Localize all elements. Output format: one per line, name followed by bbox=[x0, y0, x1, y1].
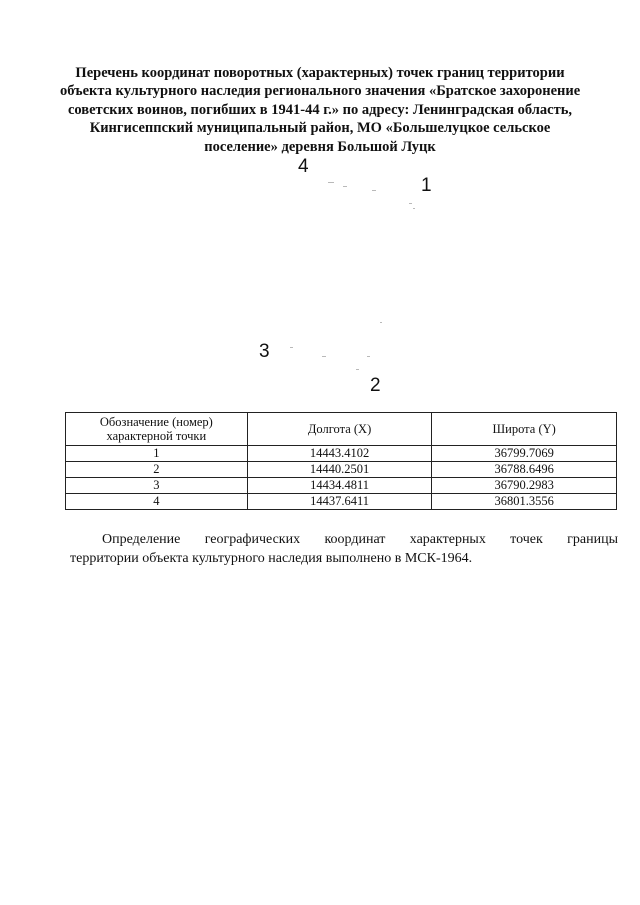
note-word: Определение bbox=[102, 532, 181, 547]
boundary-trace bbox=[322, 356, 326, 357]
title-line: Кингисеппский муниципальный район, МО «Большелуцкое сельское bbox=[89, 120, 551, 137]
point-label-4: 4 bbox=[298, 156, 309, 177]
note-word: точек bbox=[510, 532, 543, 547]
title-line: Перечень координат поворотных (характерных) точек границ территории bbox=[75, 65, 565, 81]
cell-point: 4 bbox=[66, 494, 248, 510]
cell-x: 14437.6411 bbox=[247, 494, 432, 510]
boundary-trace bbox=[372, 190, 376, 191]
point-label-3: 3 bbox=[259, 341, 270, 362]
cell-point: 1 bbox=[66, 446, 248, 462]
boundary-trace bbox=[367, 356, 370, 357]
boundary-trace bbox=[380, 322, 382, 323]
coordinates-table bbox=[65, 412, 617, 510]
cell-y: 36788.6496 bbox=[432, 462, 617, 478]
cell-x: 14434.4811 bbox=[247, 478, 432, 494]
note-word: координат bbox=[324, 532, 386, 547]
header-designation: Обозначение (номер) характерной точки bbox=[66, 413, 248, 446]
note-line-2: территории объекта культурного наследия выполнено в МСК-1964. bbox=[70, 551, 473, 566]
title-line: поселение» деревня Большой Луцк bbox=[204, 138, 436, 155]
header-latitude: Широта (Y) bbox=[432, 413, 617, 446]
boundary-trace bbox=[343, 186, 347, 187]
table-header-row bbox=[66, 413, 617, 446]
cell-y: 36801.3556 bbox=[432, 494, 617, 510]
title-line: советских воинов, погибших в 1941-44 г.» по адресу: Ленинградская область, bbox=[67, 101, 573, 118]
note-word: географических bbox=[204, 532, 301, 547]
boundary-trace bbox=[356, 369, 359, 370]
boundary-trace bbox=[290, 347, 293, 348]
point-label-2: 2 bbox=[370, 375, 381, 396]
cell-point: 3 bbox=[66, 478, 248, 494]
coordinate-system-note bbox=[70, 530, 618, 568]
cell-x: 14443.4102 bbox=[247, 446, 432, 462]
table-row bbox=[66, 446, 617, 462]
table-row bbox=[66, 478, 617, 494]
title-line: объекта культурного наследия регионального значения «Братское захоронение bbox=[60, 83, 581, 100]
table-row bbox=[66, 494, 617, 510]
note-line-1 bbox=[70, 530, 618, 549]
point-label-1: 1 bbox=[421, 175, 432, 196]
cell-x: 14440.2501 bbox=[247, 462, 432, 478]
table-row bbox=[66, 462, 617, 478]
header-longitude: Долгота (X) bbox=[247, 413, 432, 446]
note-word: характерных bbox=[409, 532, 486, 547]
cell-point: 2 bbox=[66, 462, 248, 478]
boundary-trace bbox=[328, 182, 334, 183]
boundary-trace bbox=[413, 208, 415, 209]
boundary-trace bbox=[409, 203, 412, 204]
cell-y: 36799.7069 bbox=[432, 446, 617, 462]
cell-y: 36790.2983 bbox=[432, 478, 617, 494]
boundary-scheme bbox=[0, 0, 640, 410]
note-word: границы bbox=[567, 532, 618, 547]
